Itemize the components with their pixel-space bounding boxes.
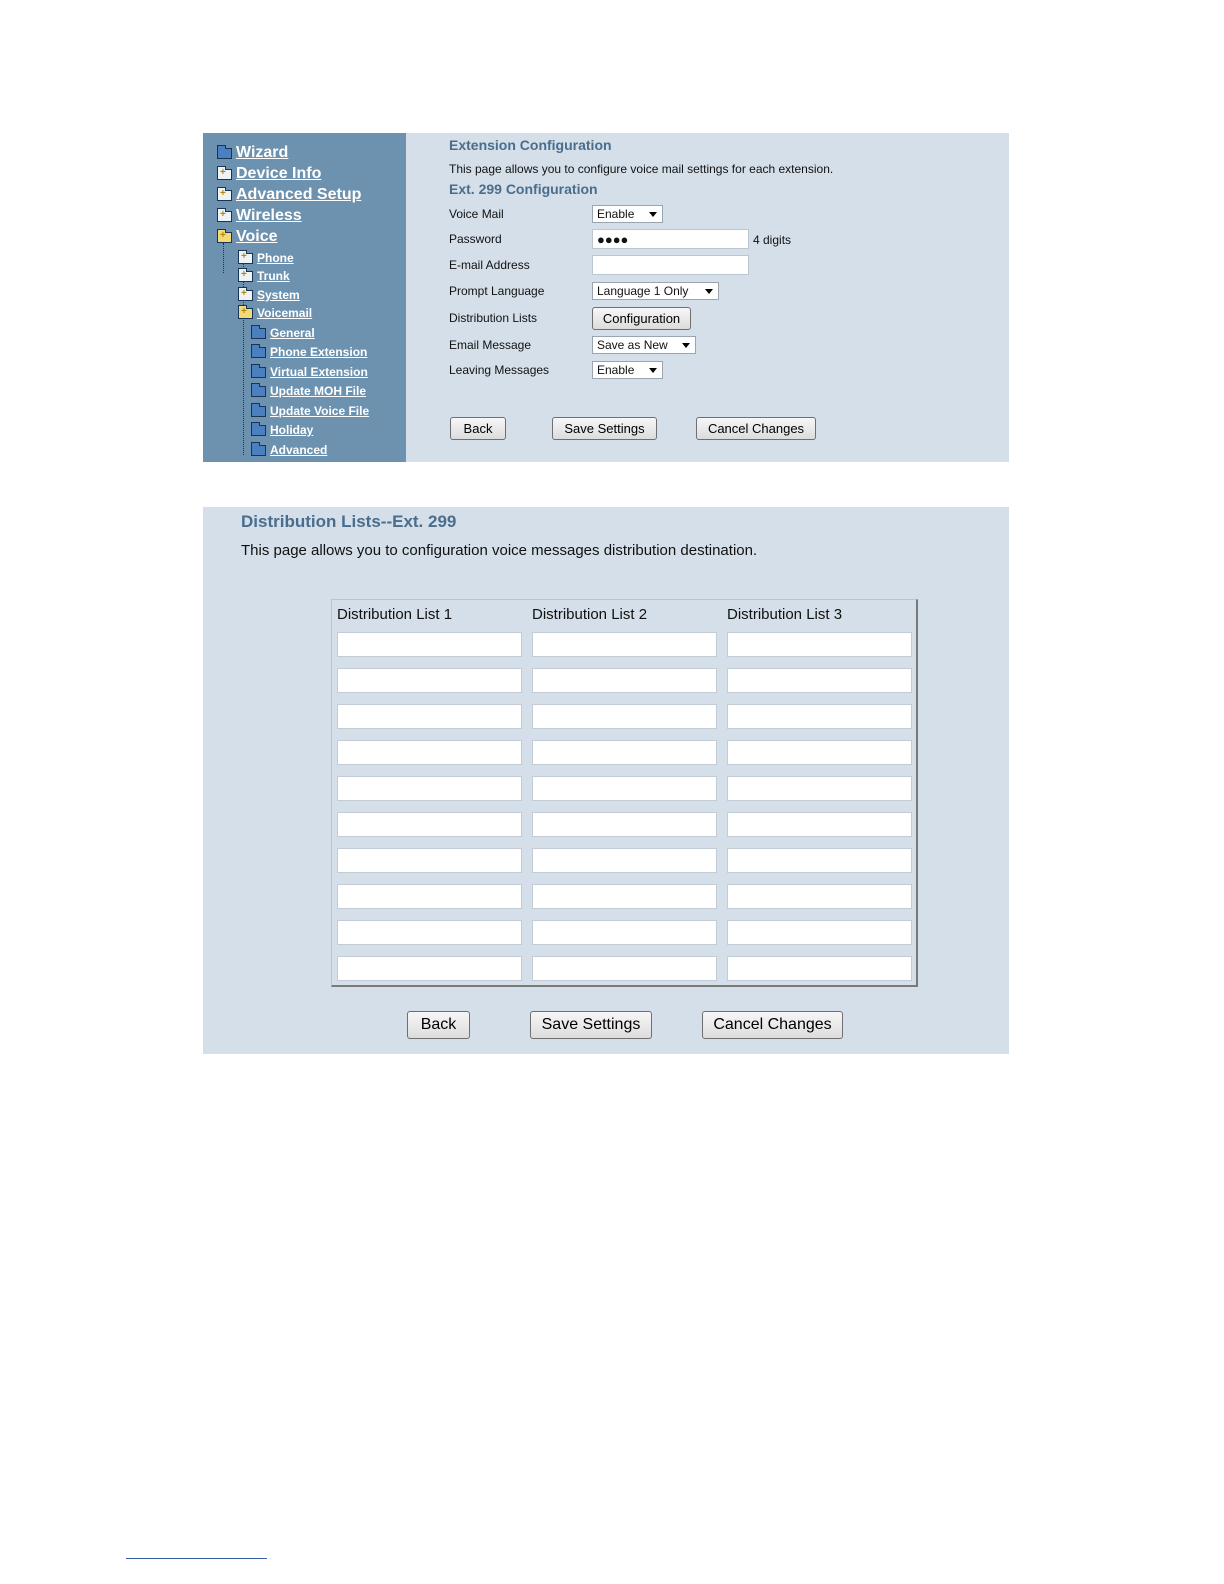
distribution-list-3-input[interactable] — [727, 776, 912, 801]
folder-plus-icon — [217, 190, 232, 201]
folder-plus-icon — [238, 253, 253, 264]
sidebar-item-trunk[interactable] — [238, 269, 290, 283]
folder-open-icon — [238, 308, 253, 319]
folder-icon — [251, 445, 266, 456]
distribution-list-2-input[interactable] — [532, 632, 717, 657]
save-settings-button[interactable]: Save Settings — [552, 417, 657, 440]
email-message-label: Email Message — [449, 338, 532, 352]
distribution-list-1-input[interactable] — [337, 812, 522, 837]
email-address-field[interactable] — [592, 255, 749, 275]
distribution-list-3-input[interactable] — [727, 704, 912, 729]
distribution-list-3-input[interactable] — [727, 956, 912, 981]
folder-plus-icon — [238, 290, 253, 301]
page-title: Extension Configuration — [449, 137, 612, 153]
dropdown-arrow-icon — [649, 212, 657, 217]
select-value: Save as New — [597, 338, 668, 352]
distribution-list-2-input[interactable] — [532, 776, 717, 801]
prompt-language-select[interactable] — [592, 282, 719, 300]
folder-icon — [251, 406, 266, 417]
sidebar-item-label[interactable]: Voice — [236, 228, 278, 245]
distribution-list-2-input[interactable] — [532, 956, 717, 981]
dropdown-arrow-icon — [705, 289, 713, 294]
folder-plus-icon — [217, 169, 232, 180]
sidebar-item-label[interactable]: Phone — [257, 251, 294, 265]
folder-icon — [251, 328, 266, 339]
sidebar-item-label[interactable]: Wizard — [236, 144, 289, 161]
column-header: Distribution List 3 — [727, 606, 843, 623]
distribution-list-2-input[interactable] — [532, 884, 717, 909]
voice-mail-label: Voice Mail — [449, 207, 504, 221]
distribution-list-3-input[interactable] — [727, 812, 912, 837]
sidebar-item-phone-extension[interactable] — [251, 345, 367, 359]
select-value: Language 1 Only — [597, 284, 689, 298]
page-description: This page allows you to configuration voice messages distribution destination. — [241, 542, 758, 559]
sidebar-item-label[interactable]: Holiday — [270, 423, 314, 437]
extension-config-screenshot — [203, 133, 1009, 462]
sidebar-item-label[interactable]: Device Info — [236, 165, 322, 182]
leaving-messages-select[interactable] — [592, 361, 663, 379]
password-mask: ●●●● — [597, 232, 629, 247]
page-title: Distribution Lists--Ext. 299 — [241, 512, 457, 531]
sidebar-item-advanced[interactable] — [251, 443, 327, 457]
sidebar-item-label[interactable]: Voicemail — [257, 306, 313, 320]
prompt-language-label: Prompt Language — [449, 284, 545, 298]
sidebar-item-virtual-extension[interactable] — [251, 365, 368, 379]
voice-mail-select[interactable] — [592, 205, 663, 223]
password-hint: 4 digits — [753, 233, 792, 247]
sidebar-item-advanced-setup[interactable] — [217, 186, 361, 204]
column-header: Distribution List 2 — [532, 606, 648, 623]
folder-plus-icon — [217, 211, 232, 222]
folder-icon — [251, 347, 266, 358]
back-button[interactable]: Back — [407, 1011, 470, 1039]
distribution-list-3-input[interactable] — [727, 920, 912, 945]
extension-config-panel — [406, 133, 1009, 462]
sidebar-item-wireless[interactable] — [217, 207, 302, 225]
cancel-changes-button[interactable]: Cancel Changes — [696, 417, 816, 440]
sidebar-item-holiday[interactable] — [251, 423, 313, 437]
sidebar-item-general[interactable] — [251, 326, 315, 340]
select-value: Enable — [597, 363, 635, 377]
distribution-list-1-input[interactable] — [337, 632, 522, 657]
password-label: Password — [449, 232, 502, 246]
sidebar-item-voice[interactable] — [217, 228, 278, 246]
distribution-list-1-input[interactable] — [337, 704, 522, 729]
sidebar-item-update-moh-file[interactable] — [251, 384, 366, 398]
sidebar-item-label[interactable]: Advanced Setup — [236, 186, 362, 203]
distribution-lists-table — [331, 599, 918, 987]
sidebar-nav — [203, 133, 406, 462]
distribution-list-1-input[interactable] — [337, 956, 522, 981]
distribution-list-1-input[interactable] — [337, 668, 522, 693]
distribution-list-3-input[interactable] — [727, 848, 912, 873]
distribution-list-2-input[interactable] — [532, 668, 717, 693]
column-header: Distribution List 1 — [337, 606, 453, 623]
leaving-messages-label: Leaving Messages — [449, 363, 550, 377]
footnote-divider — [126, 1558, 267, 1559]
dropdown-arrow-icon — [649, 368, 657, 373]
distribution-list-2-input[interactable] — [532, 812, 717, 837]
distribution-lists-label: Distribution Lists — [449, 311, 538, 325]
sidebar-item-wizard[interactable] — [217, 144, 288, 162]
distribution-list-1-input[interactable] — [337, 776, 522, 801]
folder-icon — [251, 386, 266, 397]
distribution-lists-screenshot — [203, 507, 1009, 1054]
folder-icon — [217, 148, 232, 159]
sidebar-item-voicemail[interactable] — [238, 306, 312, 320]
distribution-list-2-input[interactable] — [532, 920, 717, 945]
sidebar-item-label[interactable]: System — [257, 288, 300, 302]
configuration-button[interactable]: Configuration — [592, 307, 691, 330]
cancel-changes-button[interactable]: Cancel Changes — [702, 1011, 843, 1039]
distribution-list-2-input[interactable] — [532, 740, 717, 765]
sidebar-item-system[interactable] — [238, 288, 300, 302]
sidebar-item-device-info[interactable] — [217, 165, 321, 183]
folder-icon — [251, 367, 266, 378]
folder-icon — [251, 425, 266, 436]
distribution-list-3-input[interactable] — [727, 632, 912, 657]
distribution-list-1-input[interactable] — [337, 920, 522, 945]
sidebar-item-phone[interactable] — [238, 251, 294, 265]
dropdown-arrow-icon — [682, 343, 690, 348]
sidebar-item-label[interactable]: Phone Extension — [270, 345, 368, 359]
section-title: Ext. 299 Configuration — [449, 181, 598, 197]
page-description: This page allows you to configure voice mail settings for each extension. — [449, 162, 834, 176]
sidebar-item-label[interactable]: Trunk — [257, 269, 290, 283]
distribution-list-3-input[interactable] — [727, 668, 912, 693]
sidebar-item-label[interactable]: Wireless — [236, 207, 302, 224]
sidebar-item-label[interactable]: Virtual Extension — [270, 365, 368, 379]
sidebar-item-label[interactable]: Update MOH File — [270, 384, 367, 398]
distribution-list-1-input[interactable] — [337, 884, 522, 909]
distribution-list-2-input[interactable] — [532, 704, 717, 729]
sidebar-item-update-voice-file[interactable] — [251, 404, 369, 418]
save-settings-button[interactable]: Save Settings — [530, 1011, 652, 1039]
distribution-list-3-input[interactable] — [727, 884, 912, 909]
password-input[interactable] — [592, 229, 749, 249]
select-value: Enable — [597, 207, 635, 221]
sidebar-item-label[interactable]: General — [270, 326, 315, 340]
folder-plus-icon — [238, 271, 253, 282]
distribution-list-1-input[interactable] — [337, 848, 522, 873]
email-address-label: E-mail Address — [449, 258, 530, 272]
distribution-list-1-input[interactable] — [337, 740, 522, 765]
email-message-select[interactable] — [592, 336, 696, 354]
tree-connector — [223, 243, 224, 273]
distribution-list-3-input[interactable] — [727, 740, 912, 765]
sidebar-item-label[interactable]: Advanced — [270, 443, 328, 457]
back-button[interactable]: Back — [450, 417, 506, 440]
distribution-list-2-input[interactable] — [532, 848, 717, 873]
folder-open-icon — [217, 232, 232, 243]
sidebar-item-label[interactable]: Update Voice File — [270, 404, 370, 418]
